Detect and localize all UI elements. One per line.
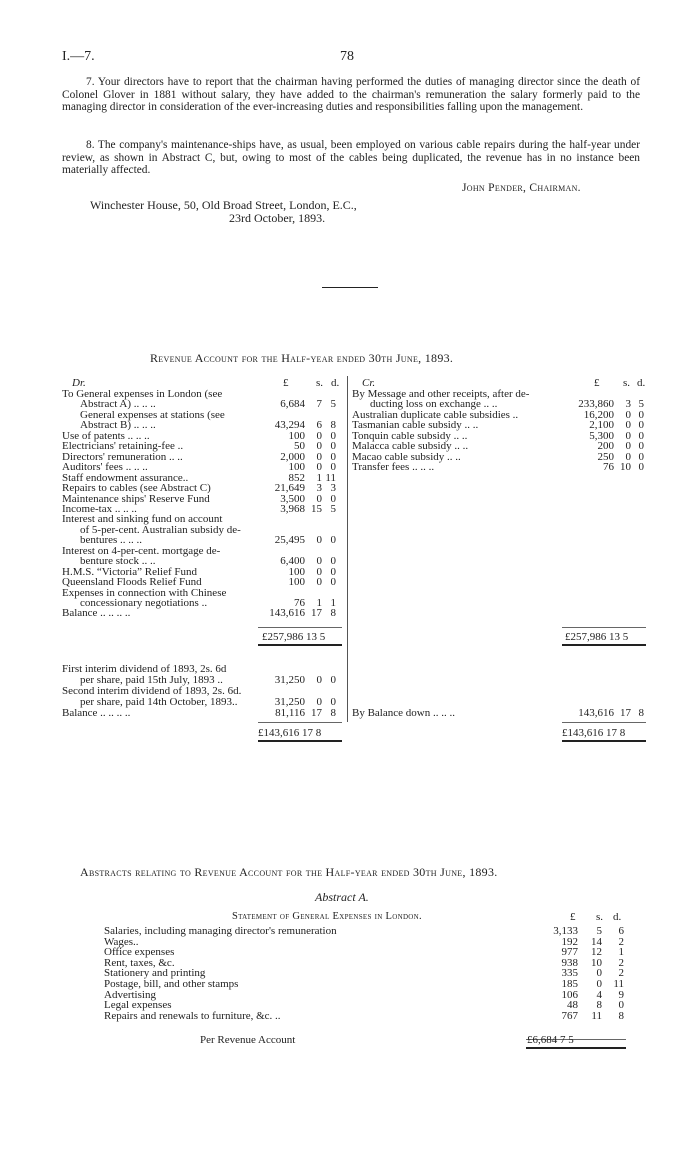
address-line-1: Winchester House, 50, Old Broad Street, London, E.C.,: [90, 198, 357, 212]
abstract-row-label: Advertising: [104, 988, 156, 1001]
abstract-s-header: s.: [596, 911, 604, 923]
line-pounds: 200: [597, 440, 614, 453]
line-pence: 0: [330, 429, 336, 442]
line-text: By Message and other receipts, after de-: [352, 388, 530, 400]
line-shillings: 1: [316, 471, 322, 484]
line-shillings: 0: [625, 450, 631, 463]
abstract-row-pence: 8: [618, 1009, 624, 1022]
abstract-row-shillings: 0: [596, 978, 602, 990]
line-pounds: 50: [294, 440, 305, 453]
line-pounds: 21,649: [274, 482, 305, 495]
dr-label: Dr.: [72, 377, 86, 389]
line-pence: 11: [325, 471, 336, 484]
line-shillings: 0: [316, 450, 322, 463]
line-pence: 0: [638, 419, 644, 432]
statement-title: Statement of General Expenses in London.: [232, 911, 422, 922]
line-pounds: 31,250: [274, 696, 305, 709]
line-text: Interest and sinking fund on account: [62, 513, 223, 526]
line-pounds: 31,250: [274, 674, 305, 687]
abstract-row-pence: 2: [618, 967, 624, 980]
line-pence: 0: [330, 696, 336, 709]
abstract-a-subtitle: Abstract A.: [315, 890, 369, 904]
line-pence: 0: [638, 450, 644, 463]
abstract-row-shillings: 0: [596, 967, 602, 980]
line-pounds: 5,300: [589, 429, 614, 442]
credit-balance-down: By Balance down .. .. ..: [352, 707, 455, 719]
abstracts-title: Abstracts relating to Revenue Account for the Half-year ended 30th June, 1893.: [80, 865, 498, 879]
line-text: H.M.S. “Victoria” Relief Fund: [62, 565, 197, 578]
line-shillings: 0: [316, 492, 322, 505]
line-shillings: 0: [316, 461, 322, 474]
line-text: Staff endowment assurance..: [62, 471, 189, 484]
line-pounds: 2,000: [280, 450, 305, 463]
line-pence: 5: [330, 398, 336, 411]
abstract-row-pence: 1: [618, 946, 624, 959]
abstract-row-pence: 9: [618, 988, 624, 1001]
debit-second-total-rule-bottom: [258, 740, 342, 742]
line-text: Balance .. .. .. ..: [62, 707, 131, 720]
abstract-row-shillings: 10: [591, 956, 602, 969]
line-text: Interest on 4-per-cent. mortgage de-: [62, 544, 221, 557]
line-shillings: 0: [316, 565, 322, 578]
abstract-row-pounds: 938: [561, 956, 578, 969]
dr-s-header: s.: [316, 377, 324, 389]
per-revenue-total: £6,684 7 5: [527, 1034, 574, 1046]
abstract-row-pounds: 48: [567, 999, 578, 1012]
line-shillings: 6: [316, 419, 322, 432]
paragraph-8: 8. The company's maintenance-ships have, as usual, been employed on various cable repairs during the half-year under review, as shown in Abstract C, but, owing to most of the cables being duplicated, the revenue has in no instance been materially affected.: [62, 139, 640, 177]
line-shillings: 0: [316, 674, 322, 687]
line-text: of 5-per-cent. Australian subsidy de-: [80, 523, 241, 536]
line-text: per share, paid 14th October, 1893..: [80, 696, 238, 709]
line-shillings: 0: [625, 419, 631, 432]
line-pence: 0: [330, 450, 336, 463]
debit-second-total-rule-top: [258, 722, 342, 723]
line-pence: 0: [330, 461, 336, 474]
line-shillings: 0: [316, 696, 322, 709]
revenue-title: Revenue Account for the Half-year ended 30th June, 1893.: [150, 351, 454, 365]
line-text: benture stock .. ..: [80, 555, 156, 568]
line-pence: 0: [638, 440, 644, 453]
line-text: Repairs to cables (see Abstract C): [62, 482, 211, 495]
line-pounds: 81,116: [275, 707, 305, 720]
abstract-row-pence: 2: [618, 956, 624, 969]
abstract-row-label: Stationery and printing: [104, 967, 206, 980]
line-pounds: 6,400: [280, 555, 305, 568]
line-pounds: 16,200: [583, 408, 614, 421]
abstract-row-pounds: 106: [561, 988, 578, 1001]
line-text: concessionary negotiations ..: [80, 597, 208, 609]
line-pence: 0: [330, 534, 336, 547]
line-pounds: 100: [288, 565, 305, 578]
debit-second-total: £143,616 17 8: [258, 727, 322, 739]
address-line-2: 23rd October, 1893.: [229, 211, 326, 225]
line-pounds: 100: [288, 461, 305, 474]
line-shillings: 0: [316, 534, 322, 547]
abstract-row-pounds: 3,133: [553, 925, 578, 937]
line-pounds: 852: [288, 471, 305, 484]
line-pounds: 6,684: [280, 398, 305, 411]
line-shillings: 3: [316, 482, 322, 495]
line-text: Income-tax .. .. ..: [62, 502, 137, 515]
line-pence: 0: [330, 576, 336, 589]
line-pence: 0: [638, 429, 644, 442]
abstract-row-pence: 11: [613, 978, 624, 990]
line-text: Macao cable subsidy .. ..: [352, 450, 461, 463]
abstract-row-label: Salaries, including managing director's remuneration: [104, 925, 337, 937]
credit-total-rule-top: [562, 627, 646, 628]
cr-pound-header: £: [594, 377, 600, 389]
line-pence: 3: [330, 482, 336, 495]
line-pence: 0: [330, 492, 336, 505]
line-pence: 0: [330, 555, 336, 568]
abstract-row-pounds: 335: [561, 967, 578, 980]
line-pounds: 43,294: [274, 419, 305, 432]
line-text: per share, paid 15th July, 1893 ..: [80, 674, 223, 687]
abstract-row-pounds: 192: [561, 935, 578, 948]
line-shillings: 17: [311, 707, 322, 720]
line-text: Maintenance ships' Reserve Fund: [62, 492, 210, 505]
line-shillings: 7: [316, 398, 322, 411]
line-pence: 5: [638, 398, 644, 411]
line-pence: 8: [330, 707, 336, 720]
abstract-row-shillings: 12: [591, 946, 602, 959]
cr-d-header: d.: [637, 377, 646, 389]
line-text: Second interim dividend of 1893, 2s. 6d.: [62, 685, 242, 698]
credit-total-rule-bottom: [562, 644, 646, 646]
line-shillings: 3: [625, 398, 631, 411]
line-shillings: 0: [316, 440, 322, 453]
page-number: 78: [340, 49, 354, 64]
abstract-row-label: Legal expenses: [104, 999, 172, 1012]
line-shillings: 1: [316, 597, 322, 609]
line-pounds: 2,100: [589, 419, 614, 432]
line-text: First interim dividend of 1893, 2s. 6d: [62, 663, 227, 675]
credit-second-total-rule-bottom: [562, 740, 646, 742]
line-text: bentures .. .. ..: [80, 534, 143, 547]
line-pence: 1: [330, 597, 336, 609]
line-text: Transfer fees .. .. ..: [352, 461, 435, 474]
debit-total-rule-bottom: [258, 644, 342, 646]
line-pounds: 76: [294, 597, 305, 609]
line-pounds: 100: [288, 429, 305, 442]
line-pence: 5: [330, 502, 336, 515]
signature: John Pender, Chairman.: [462, 182, 581, 194]
line-shillings: 0: [625, 440, 631, 453]
debit-total-rule-top: [258, 627, 342, 628]
abstract-row-label: Wages..: [104, 935, 139, 948]
line-pounds: 233,860: [578, 398, 614, 411]
line-pounds: 3,968: [280, 502, 305, 515]
dr-pound-header: £: [283, 377, 289, 389]
abstract-row-pence: 2: [618, 935, 624, 948]
abstract-row-shillings: 11: [591, 1009, 602, 1022]
page-header-left: I.—7.: [62, 49, 95, 64]
credit-balance-down-shillings: 17: [620, 707, 631, 719]
cr-s-header: s.: [623, 377, 631, 389]
line-pence: 0: [330, 674, 336, 687]
cr-label: Cr.: [362, 377, 376, 389]
section-divider: [322, 287, 378, 288]
abstract-row-shillings: 14: [591, 935, 602, 948]
line-pence: 0: [638, 461, 644, 474]
line-pounds: 143,616: [269, 607, 305, 620]
abstract-total-rule-bottom: [526, 1047, 626, 1049]
dr-d-header: d.: [331, 377, 340, 389]
line-shillings: 0: [316, 576, 322, 589]
line-text: Abstract A) .. .. ..: [80, 398, 156, 411]
line-text: Use of patents .. .. ..: [62, 429, 150, 442]
line-text: Abstract B) .. .. ..: [80, 419, 156, 432]
abstract-row-pounds: 185: [561, 978, 578, 990]
line-text: Queensland Floods Relief Fund: [62, 576, 202, 589]
abstract-row-pence: 0: [618, 999, 624, 1012]
line-text: Tasmanian cable subsidy .. ..: [352, 419, 479, 432]
abstract-d-header: d.: [613, 911, 622, 923]
per-revenue-label: Per Revenue Account: [200, 1034, 296, 1046]
line-text: Balance .. .. .. ..: [62, 607, 131, 620]
credit-second-total-rule-top: [562, 722, 646, 723]
line-text: Auditors' fees .. .. ..: [62, 461, 148, 474]
line-pence: 8: [330, 607, 336, 620]
abstract-row-label: Office expenses: [104, 946, 175, 959]
line-text: Expenses in connection with Chinese: [62, 586, 227, 599]
debit-total: £257,986 13 5: [262, 631, 326, 643]
line-text: Tonquin cable subsidy .. ..: [352, 429, 468, 442]
line-pounds: 100: [288, 576, 305, 589]
line-pence: 0: [638, 408, 644, 421]
line-text: Malacca cable subsidy .. ..: [352, 440, 469, 453]
line-pounds: 76: [603, 461, 614, 474]
line-pence: 0: [330, 440, 336, 453]
line-text: ducting loss on exchange .. ..: [370, 398, 498, 411]
line-text: Australian duplicate cable subsidies ..: [352, 408, 519, 421]
column-divider: [347, 376, 348, 722]
abstract-row-label: Postage, bill, and other stamps: [104, 978, 239, 990]
abstract-row-label: Rent, taxes, &c.: [104, 956, 175, 969]
line-pence: 0: [330, 565, 336, 578]
credit-balance-down-pence: 8: [638, 707, 644, 719]
line-shillings: 0: [625, 408, 631, 421]
abstract-row-label: Repairs and renewals to furniture, &c. ..: [104, 1009, 281, 1022]
line-shillings: 0: [316, 555, 322, 568]
line-text: To General expenses in London (see: [62, 388, 223, 400]
paragraph-7: 7. Your directors have to report that the chairman having performed the duties of managing director since the death of Colonel Glover in 1881 without salary, they have added to the chairman's remuneration the salary formerly paid to the managing director in consideration of the ever-increasing duties and responsibilities falling upon the management.: [62, 76, 640, 114]
line-text: General expenses at stations (see: [80, 408, 225, 421]
abstract-row-pounds: 767: [561, 1009, 578, 1022]
abstract-row-shillings: 5: [596, 925, 602, 937]
credit-second-total: £143,616 17 8: [562, 727, 626, 739]
credit-balance-down-pounds: 143,616: [578, 707, 614, 719]
line-pounds: 3,500: [280, 492, 305, 505]
credit-total: £257,986 13 5: [565, 631, 629, 643]
line-shillings: 0: [316, 429, 322, 442]
abstract-row-shillings: 8: [596, 999, 602, 1012]
line-shillings: 10: [620, 461, 631, 474]
abstract-row-shillings: 4: [596, 988, 602, 1001]
line-shillings: 0: [625, 429, 631, 442]
line-text: Electricians' retaining-fee ..: [62, 440, 184, 453]
abstract-row-pence: 6: [618, 925, 624, 937]
line-shillings: 15: [311, 502, 322, 515]
line-pence: 8: [330, 419, 336, 432]
abstract-row-pounds: 977: [561, 946, 578, 959]
line-pounds: 250: [597, 450, 614, 463]
abstract-pound-header: £: [570, 911, 576, 923]
line-text: Directors' remuneration .. ..: [62, 450, 183, 463]
line-pounds: 25,495: [274, 534, 305, 547]
line-shillings: 17: [311, 607, 322, 620]
